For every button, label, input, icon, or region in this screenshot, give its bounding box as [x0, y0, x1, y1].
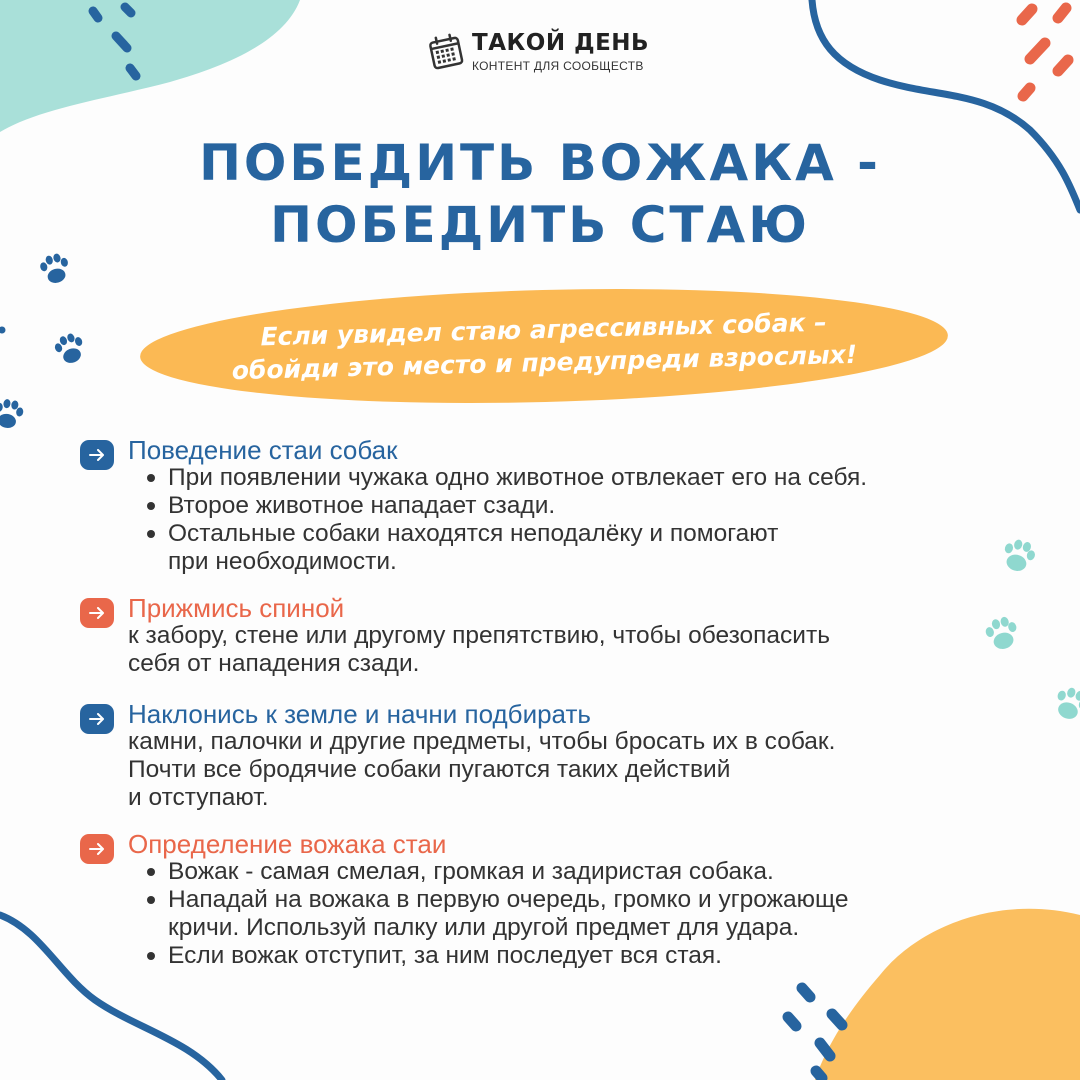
bullet-continuation: при необходимости.: [168, 548, 397, 575]
section-text-line: к забору, стене или другому препятствию, чтобы обезопасить: [128, 622, 830, 649]
section-heading: Поведение стаи собак: [128, 435, 398, 465]
calendar-grid-icon: [426, 32, 466, 72]
bullet-list: [80, 942, 1040, 970]
brand-name: ТАКОЙ ДЕНЬ: [472, 30, 650, 56]
section-text-line: Почти все бродячие собаки пугаются таких действий: [128, 756, 731, 783]
section-pick-up-objects: [80, 700, 1040, 812]
dash-cluster-top-right: [1022, 8, 1068, 96]
section-badge: [80, 834, 114, 864]
paw-fragment: [0, 327, 6, 334]
section-pack-leader: [80, 830, 1040, 970]
title-line-2: ПОБЕДИТЬ СТАЮ: [270, 196, 810, 254]
brand-logo: [426, 30, 649, 73]
callout-line-2: обойди это место и предупреди взрослых!: [231, 339, 858, 386]
bullet-item: Остальные собаки находятся неподалёку и помогают: [168, 520, 1040, 548]
brand-text: [472, 30, 649, 73]
arrow-right-icon: [89, 607, 105, 619]
bullet-continuation: кричи. Используй палку или другой предмет для удара.: [168, 914, 800, 941]
section-heading: Определение вожака стаи: [128, 829, 447, 859]
section-pack-behavior: [80, 436, 1040, 576]
section-text-line: камни, палочки и другие предметы, чтобы бросать их в собак.: [128, 728, 836, 755]
bullet-item: Вожак - самая смелая, громкая и задиристая собака.: [168, 858, 1040, 886]
page-title: [0, 132, 1080, 256]
brand-tagline: КОНТЕНТ ДЛЯ СООБЩЕСТВ: [472, 59, 644, 73]
bullet-item: Если вожак отступит, за ним последует вся стая.: [168, 942, 1040, 970]
arrow-right-icon: [89, 449, 105, 461]
arrow-right-icon: [89, 843, 105, 855]
title-line-1: ПОБЕДИТЬ ВОЖАКА -: [199, 134, 881, 192]
section-heading: Прижмись спиной: [128, 593, 345, 623]
paw-print-icon: [38, 251, 72, 286]
bullet-item: Второе животное нападает сзади.: [168, 492, 1040, 520]
section-back-to-wall: [80, 594, 1040, 678]
mint-blob-top-left: [0, 0, 300, 132]
bullet-item: Нападай на вожака в первую очередь, громко и угрожающе: [168, 886, 1040, 914]
paw-print-icon: [0, 397, 25, 430]
bullet-item: При появлении чужака одно животное отвлекает его на себя.: [168, 464, 1040, 492]
section-text-line: себя от нападения сзади.: [128, 650, 420, 677]
arrow-right-icon: [89, 713, 105, 725]
paw-print-icon: [52, 330, 88, 366]
bullet-list: [80, 858, 1040, 914]
bullet-list: [80, 464, 1040, 548]
paw-print-icon: [1051, 684, 1080, 724]
section-heading: Наклонись к земле и начни подбирать: [128, 699, 591, 729]
section-badge: [80, 598, 114, 628]
section-badge: [80, 440, 114, 470]
section-badge: [80, 704, 114, 734]
section-text-line: и отступают.: [128, 784, 269, 811]
callout-line-1: Если увидел стаю агрессивных собак –: [260, 307, 828, 352]
